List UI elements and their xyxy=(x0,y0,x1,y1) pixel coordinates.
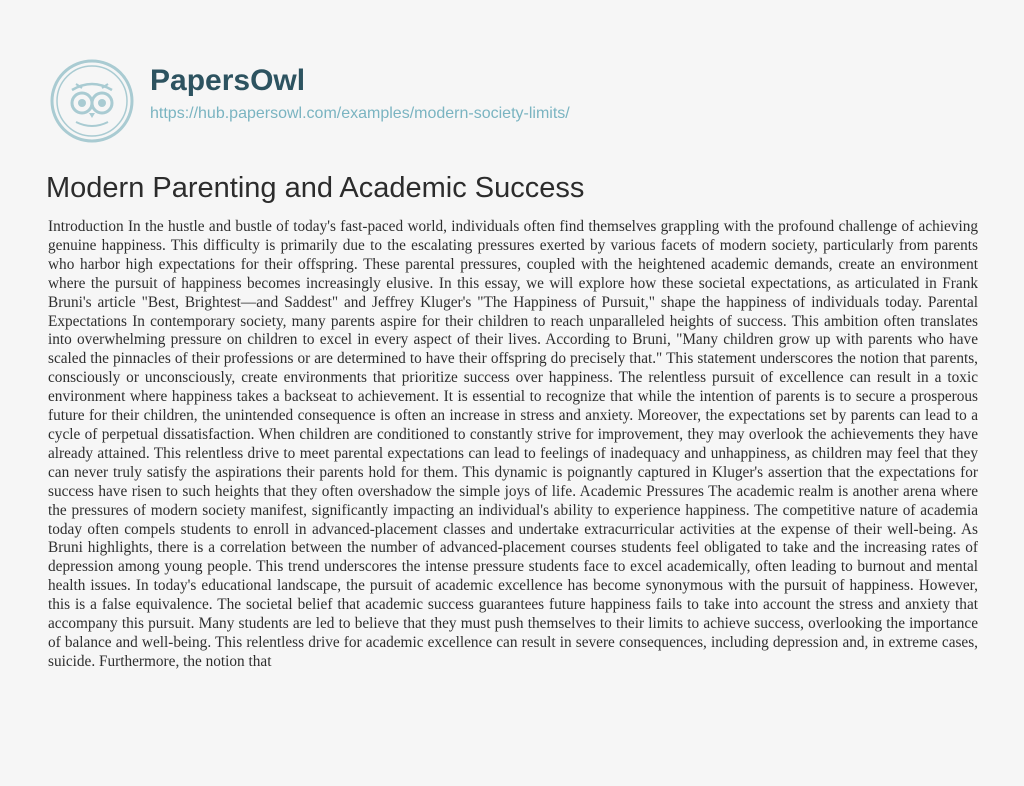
source-url-link[interactable]: https://hub.papersowl.com/examples/modern-society-limits/ xyxy=(150,105,570,122)
page-title: Modern Parenting and Academic Success xyxy=(46,172,585,204)
brand-name[interactable]: PapersOwl xyxy=(150,64,306,97)
owl-icon[interactable] xyxy=(46,58,138,144)
article-body: Introduction In the hustle and bustle of today's fast-paced world, individuals often find themselves grappling with the profound challenge of achieving genuine happiness. This difficulty is primarily due to the escalating pressures exerted by various facets of modern society, particularly from parents who harbor high expectations for their offspring. These parental pressures, coupled with the heightened academic demands, create an environment where the pursuit of happiness becomes increasingly elusive. In this essay, we will explore how these societal expectations, as articulated in Frank Bruni's article "Best, Brightest—and Saddest" and Jeffrey Kluger's "The Happiness of Pursuit," shape the happiness of individuals today. Parental Expectations In contemporary society, many parents aspire for their children to reach unparalleled heights of success. This ambition often translates into overwhelming pressure on children to excel in every aspect of their lives. According to Bruni, "Many children grow up with parents who have scaled the pinnacles of their professions or are determined to have their offspring do precisely that." This statement underscores the notion that parents, consciously or unconsciously, create environments that prioritize success over happiness. The relentless pursuit of excellence can result in a toxic environment where happiness takes a backseat to achievement. It is essential to recognize that while the intention of parents is to secure a prosperous future for their children, the unintended consequence is often an increase in stress and anxiety. Moreover, the expectations set by parents can lead to a cycle of perpetual dissatisfaction. When children are conditioned to constantly strive for improvement, they may overlook the achievements they have already attained. This relentless drive to meet parental expectations can lead to feelings of inadequacy and unhappiness, as children may feel that they can never truly satisfy the aspirations their parents hold for them. This dynamic is poignantly captured in Kluger's assertion that the expectations for success have risen to such heights that they often overshadow the simple joys of life. Academic Pressures The academic realm is another arena where the pressures of modern society manifest, significantly impacting an individual's ability to experience happiness. The competitive nature of academia today often compels students to enroll in advanced-placement classes and undertake extracurricular activities at the expense of their well-being. As Bruni highlights, there is a correlation between the number of advanced-placement courses students feel obligated to take and the increasing rates of depression among young people. This trend underscores the intense pressure students face to excel academically, often leading to burnout and mental health issues. In today's educational landscape, the pursuit of academic excellence has become synonymous with the pursuit of happiness. However, this is a false equivalence. The societal belief that academic success guarantees future happiness fails to take into account the stress and anxiety that accompany this pursuit. Many students are led to believe that they must push themselves to their limits to achieve success, overlooking the importance of balance and well-being. This relentless drive for academic excellence can result in severe consequences, including depression and, in extreme cases, suicide. Furthermore, the notion that xyxy=(48,218,978,670)
site-header xyxy=(46,58,986,144)
